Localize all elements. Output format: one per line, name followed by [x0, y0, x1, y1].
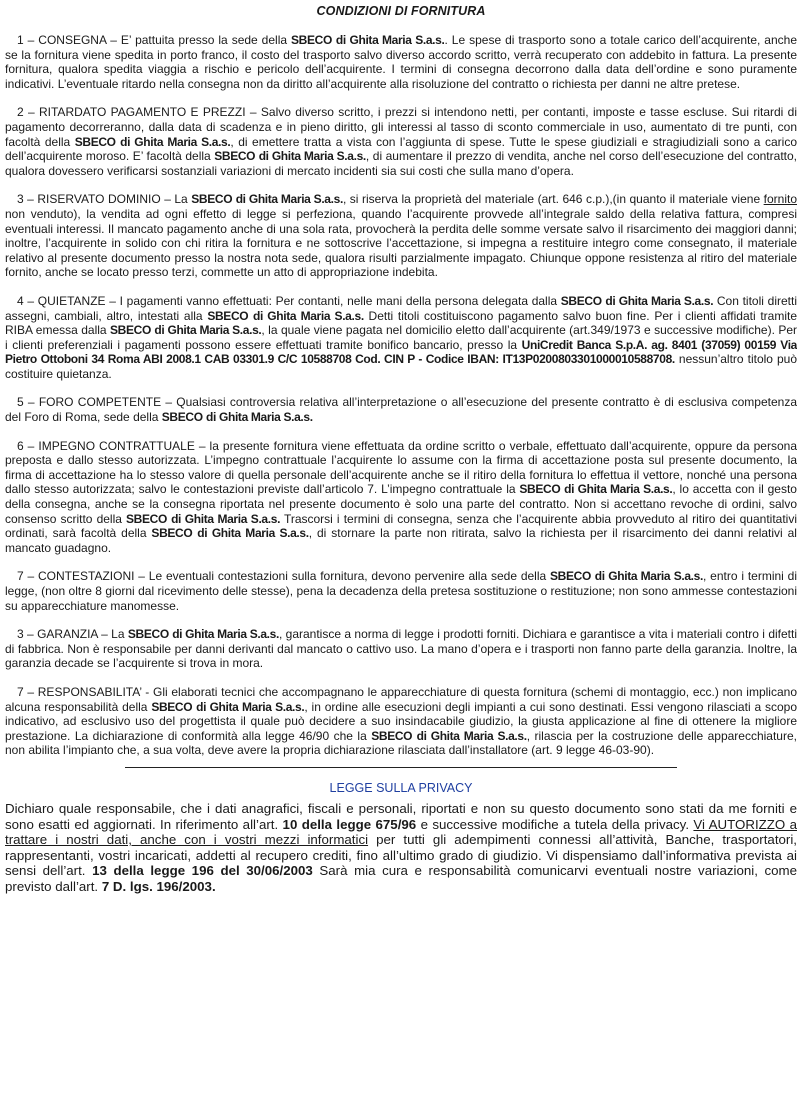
- company-name: di Ghita Maria S.a.s.: [196, 699, 305, 714]
- clause-text: , lo accetta con il gesto della consegna, anche se la consegna riportata nel presente documento è solo una parte del contratto. Non si accettano revoche di ordini, salvo consenso scritto della: [5, 482, 797, 526]
- clause-heading: 6 – IMPEGNO CONTRATTUALE –: [17, 438, 206, 453]
- company-prefix: SBECO: [151, 526, 193, 541]
- clause-text: La: [170, 192, 192, 207]
- underlined-word: fornito: [763, 192, 797, 207]
- company-name: di Ghita Maria S.a.s.: [605, 293, 714, 308]
- clause-text: nessun’altro titolo può costituire quietanza.: [5, 352, 797, 381]
- clause-heading: 5 – FORO COMPETENTE –: [17, 395, 173, 410]
- privacy-title: LEGGE SULLA PRIVACY: [329, 780, 473, 795]
- clause-responsabilita: [5, 685, 797, 758]
- privacy-text: Sarà mia cura e responsabilità comunicarvi eventuali nostre variazioni, come previsto dall’art.: [5, 863, 797, 894]
- company-name: di Ghita Maria S.a.s.: [120, 134, 231, 149]
- company-prefix: SBECO: [74, 134, 116, 149]
- company-prefix: SBECO: [214, 149, 256, 164]
- clause-heading: 3 – GARANZIA –: [17, 627, 108, 642]
- clause-text: non venduto), la vendita ad ogni effetto di legge si perfeziona, quando l’acquirente provvede all’integrale saldo della relativa fattura, compresi eventuali interessi. Il mancato pagamento anche di una sola rata, provocherà la perdita delle somme versate salvo il risarcimento dei maggiori danni; inoltre, l’acquirente in solido con chi ritira la fornitura e ne sottoscrive l’accettazione, si impegna a restituire integro come consegnato, il materiale relativo al presente documento presso la nostra nota sede, qualora risulti parzialmente impagato. Chiunque oppone resistenza al ritiro del materiale fornito, anche se locato presso terzi, commette un atto di appropriazione indebita.: [5, 206, 797, 280]
- clause-heading: 7 – RESPONSABILITA’ -: [17, 684, 150, 699]
- law-reference: 13 della legge 196 del 30/06/2003: [92, 863, 313, 879]
- clause-text: , si riserva la proprietà del materiale (art. 646 c.p.),(in quanto il materiale viene: [342, 192, 764, 207]
- clause-quietanze: [5, 294, 797, 382]
- clause-text: la presente fornitura viene effettuata da ordine scritto o verbale, effettuato dall’acquirente, oppure da persona preposta e dallo stesso autorizzata. L’impegno contrattuale l’acquirente lo assume con la firma di accettazione posta sul presente documento, la firma di accettazione ha lo stesso valore di quella personale dell’acquirente anche se il ritiro della fornitura lo effettua il vettore, nonché una persona dallo stesso autorizzata; salvo le contestazioni previste dall’articolo 7. L’impegno contrattuale la: [5, 438, 797, 497]
- clause-text: Salvo diverso scritto, i prezzi si intendono netti, per contanti, imposte e tasse escluse. Sui ritardi di pagamento decorreranno, dalla data di scadenza e in pieno diritto, gli interessi al tasso di sconto commerciale in uso, aumentato di tre punti, con facoltà della: [5, 105, 797, 149]
- clause-foro-competente: [5, 395, 797, 424]
- company-name: di Ghita Maria S.a.s.: [594, 569, 703, 584]
- clause-text: , di stornare la parte non ritirata, salvo la richiesta per il risarcimento dei danni relativi al mancato guadagno.: [5, 526, 797, 555]
- company-prefix: SBECO: [161, 410, 203, 425]
- privacy-text: per tutti gli adempimenti connessi all’attività, Banche, trasportatori, rappresentanti, vostri incaricati, addetti al recupero crediti, fino all’ultimo grado di giudizio. Vi dispensiamo dall’informativa prevista ai sensi dell’art.: [5, 832, 797, 879]
- clause-impegno-contrattuale: [5, 439, 797, 556]
- company-name: di Ghita Maria S.a.s.: [154, 323, 262, 338]
- company-prefix: SBECO: [560, 293, 602, 308]
- company-name: di Ghita Maria S.a.s.: [172, 627, 279, 642]
- company-name: di Ghita Maria S.a.s.: [564, 482, 673, 497]
- clause-garanzia: [5, 627, 797, 671]
- company-prefix: SBECO: [550, 569, 591, 584]
- clause-text: . Le spese di trasporto sono a totale carico dell’acquirente, anche se la fornitura viene spedita in porto franco, il costo del trasporto salvo diverso accordo scritto, verrà recuperato con addebito in fattura. La presente fornitura, qualora spedita viaggia a rischio e pericolo dell’acquirente. I termini di consegna decorrono dalla data dell’ordine e sono puramente indicativi. L’eventuale ritardo nella consegna non da diritto all’acquirente alla risoluzione del contratto o richiesta per danni ne altre pretese.: [5, 33, 797, 91]
- company-prefix: SBECO: [151, 699, 193, 714]
- company-name: di Ghita Maria S.a.s.: [258, 149, 366, 164]
- privacy-declaration: [5, 801, 797, 895]
- clause-text: , di emettere tratta a vista con l’aggiunta di spese. Tutte le spese giudiziali e stragiudiziali sono a carico dell’acquirente moroso. E’ facoltà della: [5, 134, 797, 164]
- clause-text: , garantisce a norma di legge i prodotti forniti. Dichiara e garantisce a vita i materiali contro i difetti di fabbrica. Non è responsabile per danni derivanti dal mancato o cattivo uso. La mano d’opera e i trasporti non fanno parte della garanzia. Inoltre, la garanzia decade se l’acquirente si trova in mora.: [5, 627, 797, 671]
- company-prefix: SBECO: [191, 192, 233, 207]
- clause-heading: 7 – CONTESTAZIONI –: [17, 569, 145, 584]
- clause-text: Le eventuali contestazioni sulla fornitura, devono pervenire alla sede della: [144, 569, 551, 584]
- company-prefix: SBECO: [519, 482, 561, 497]
- company-name: di Ghita Maria S.a.s.: [206, 410, 313, 425]
- privacy-text: e successive modifiche a tutela della privacy.: [416, 816, 694, 832]
- authorization-statement: Vi AUTORIZZO a trattare i nostri dati, anche con i vostri mezzi informatici: [5, 816, 797, 848]
- clause-heading: 1 – CONSEGNA –: [17, 33, 117, 47]
- company-name: di Ghita Maria S.a.s.: [335, 33, 445, 47]
- company-name: di Ghita Maria S.a.s.: [197, 526, 309, 541]
- clause-text: , rilascia per la costruzione delle apparecchiature, non abilita l’impianto che, a sua volta, deve avere la propria dichiarazione rilasciata dall’installatore (art. 9 legge 46-03-90).: [5, 728, 797, 758]
- clause-text: Qualsiasi controversia relativa all’interpretazione o all’esecuzione del presente contratto è di esclusiva competenza del Foro di Roma, sede della: [5, 395, 797, 425]
- clause-heading: 4 – QUIETANZE –: [17, 293, 116, 308]
- clause-riservato-dominio: [5, 192, 797, 280]
- company-prefix: SBECO: [371, 728, 413, 743]
- company-prefix: SBECO: [207, 308, 249, 323]
- clause-text: , in ordine alle esecuzioni degli impianti a cui sono destinati. Essi vengono rilasciati a scopo indicativo, ad esclusivo uso del progettista il quale può decidere a suo insindacabile giudizio, la giusta applicazione al fine di ottenere la migliore prestazione. La dichiarazione di conformità alla legge 46/90 che la: [5, 699, 797, 743]
- company-name: di Ghita Maria S.a.s.: [416, 728, 527, 743]
- law-reference: 7 D. lgs. 196/2003.: [101, 878, 216, 894]
- document-title: CONDIZIONI DI FORNITURA: [316, 4, 486, 18]
- clause-text: Con titoli diretti assegni, cambiali, altro, intestati alla: [5, 293, 797, 323]
- clause-text: I pagamenti vanno effettuati: Per contanti, nelle mani della persona delegata dalla: [115, 293, 561, 308]
- clause-text: , la quale viene pagata nel domicilio eletto dall’acquirente (art.349/1973 e successive modifiche). Per i clienti preferenziali i pagamenti possono essere effettuati tramite bonifico bancario, presso la: [5, 323, 797, 352]
- clause-ritardato-pagamento: [5, 105, 797, 178]
- clause-text: Trascorsi i termini di consegna, senza che l’acquirente abbia provveduto al ritiro dei quantitativi ordinati, sarà facoltà della: [5, 511, 797, 541]
- privacy-text: Dichiaro quale responsabile, che i dati anagrafici, fiscali e personali, riportati e non su questo documento sono stati da me forniti e sono esatti ed aggiornati. In riferimento all’art.: [5, 800, 797, 832]
- clause-text: Detti titoli costituiscono pagamento salvo buon fine. Per i clienti affidati tramite RIBA emessa dalla: [5, 308, 797, 338]
- clause-consegna: [5, 33, 797, 91]
- clause-text: E’ pattuita presso la sede della: [116, 33, 291, 47]
- bank-details: UniCredit Banca S.p.A. ag. 8401 (37059) 00159 Via Pietro Ottoboni 34 Roma ABI 2008.1 CAB 03301.9 C/C 10588708 Cod. CIN P - Codice IBAN: IT13P0200803301000010588708.: [5, 337, 797, 367]
- company-prefix: SBECO: [126, 511, 167, 526]
- clause-text: Gli elaborati tecnici che accompagnano le apparecchiature di questa fornitura (schemi di montaggio, ecc.) non implicano alcuna responsabilità della: [5, 684, 797, 714]
- company-prefix: SBECO: [291, 33, 332, 47]
- company-prefix: SBECO: [127, 627, 169, 642]
- clause-text: La: [107, 627, 128, 642]
- law-reference: 10 della legge 675/96: [282, 816, 417, 832]
- clause-contestazioni: [5, 569, 797, 613]
- company-name: di Ghita Maria S.a.s.: [252, 308, 364, 323]
- clause-text: , di aumentare il prezzo di vendita, anche nel corso dell’esecuzione del contratto, qualora dovessero verificarsi sostanziali variazioni di mercato incidenti sia sui costi che sulla mano d’opera.: [5, 149, 797, 178]
- company-prefix: SBECO: [110, 323, 151, 338]
- clause-heading: 3 – RISERVATO DOMINIO –: [17, 192, 171, 207]
- clause-heading: 2 – RITARDATO PAGAMENTO E PREZZI –: [17, 105, 257, 120]
- clause-text: , entro i termini di legge, (non oltre 8 giorni dal ricevimento delle stesse), pena la decadenza della pretesa sostituzione o restituzione; non sono ammesse contestazioni su apparecchiature manomesse.: [5, 569, 797, 613]
- company-name: di Ghita Maria S.a.s.: [235, 192, 343, 207]
- section-divider: [125, 767, 677, 768]
- company-name: di Ghita Maria S.a.s.: [171, 511, 281, 526]
